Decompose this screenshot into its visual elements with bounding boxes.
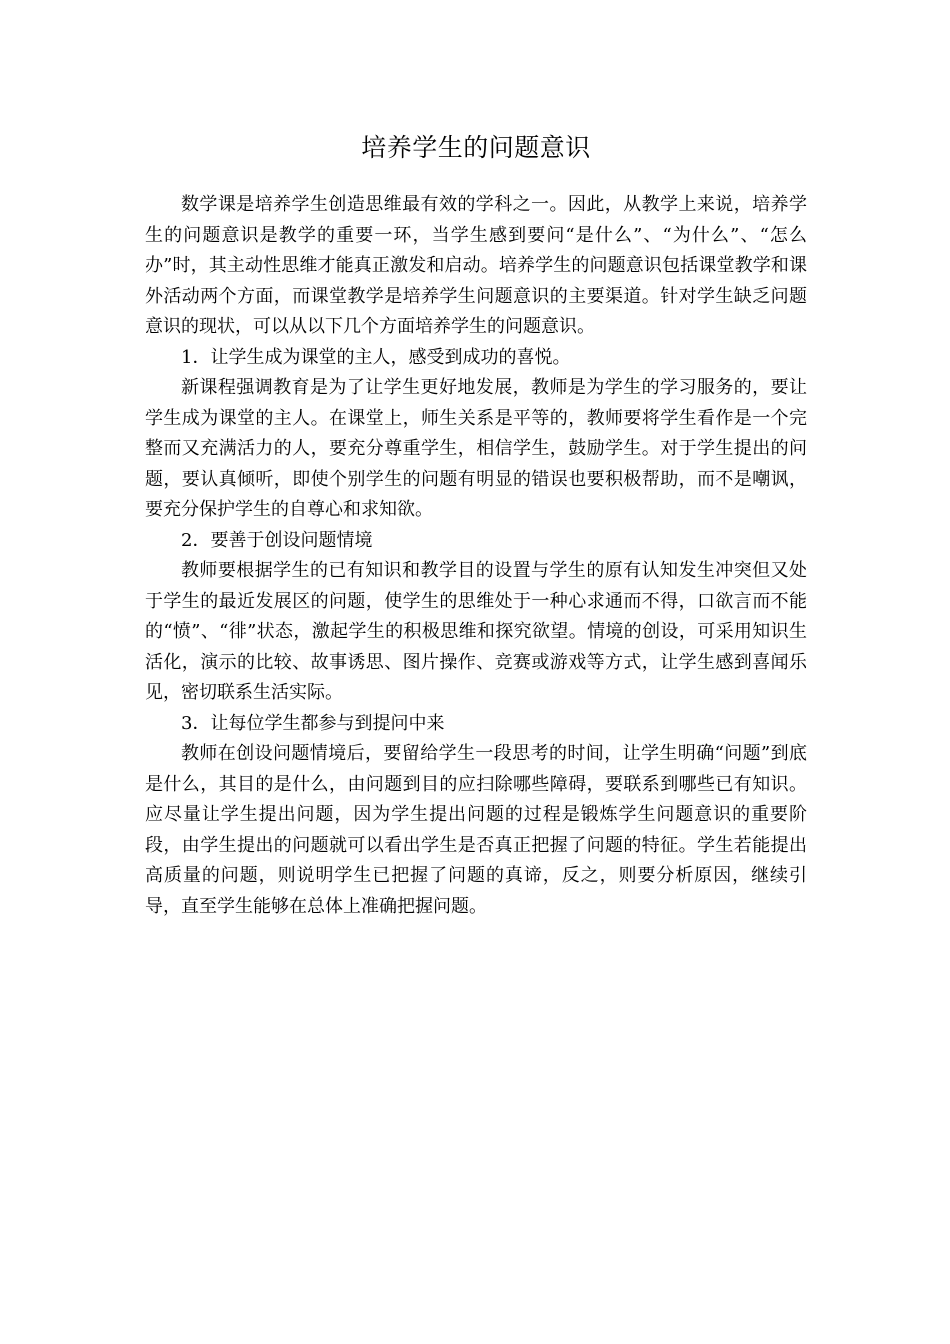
section-3-heading: 3．让每位学生都参与到提问中来 [181,712,445,734]
section-2-body: 教师要根据学生的已有知识和教学目的设置与学生的原有认知发生冲突但又处于学生的最近发展区的问题，使学生的思维处于一种心求通而不得，口欲言而不能的“愤”、“徘”状态，激起学生的积极思维和探究欲望。情境的创设，可采用知识生活化，演示的比较、故事诱思、图片操作、竞赛或游戏等方式，让学生感到喜闻乐见，密切联系生活实际。 [145,560,807,703]
section-3-body: 教师在创设问题情境后，要留给学生一段思考的时间，让学生明确“问题”到底是什么，其目的是什么，由问题到目的应扫除哪些障碍，要联系到哪些已有知识。应尽量让学生提出问题，因为学生提出问题的过程是锻炼学生问题意识的重要阶段，由学生提出的问题就可以看出学生是否真正把握了问题的特征。学生若能提出高质量的问题，则说明学生已把握了问题的真谛，反之，则要分析原因，继续引导，直至学生能够在总体上准确把握问题。 [145,743,807,917]
document-page [145,128,807,922]
intro-paragraph: 数学课是培养学生创造思维最有效的学科之一。因此，从教学上来说，培养学生的问题意识是教学的重要一环，当学生感到要问“是什么”、“为什么”、“怎么办”时，其主动性思维才能真正激发和启动。培养学生的问题意识包括课堂教学和课外活动两个方面，而课堂教学是培养学生问题意识的主要渠道。针对学生缺乏问题意识的现状，可以从以下几个方面培养学生的问题意识。 [145,194,807,337]
document-title: 培养学生的问题意识 [361,133,591,162]
section-1-body: 新课程强调教育是为了让学生更好地发展，教师是为学生的学习服务的，要让学生成为课堂的主人。在课堂上，师生关系是平等的，教师要将学生看作是一个完整而又充满活力的人，要充分尊重学生，相信学生，鼓励学生。对于学生提出的问题，要认真倾听，即使个别学生的问题有明显的错误也要积极帮助，而不是嘲讽，要充分保护学生的自尊心和求知欲。 [145,377,807,520]
section-2-heading: 2．要善于创设问题情境 [181,529,373,551]
section-1-heading: 1．让学生成为课堂的主人，感受到成功的喜悦。 [181,346,571,368]
